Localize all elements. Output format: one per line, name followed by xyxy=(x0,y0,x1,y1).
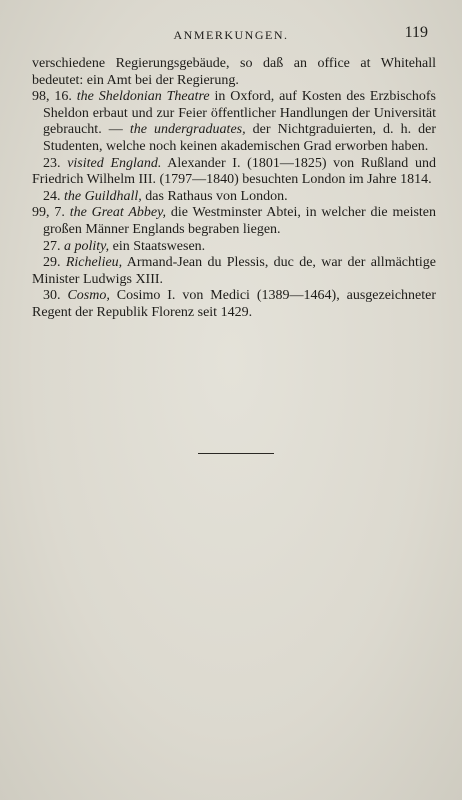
page-header xyxy=(0,24,462,44)
note-ref: 98, 16. xyxy=(32,89,72,105)
note-term: Cosmo, xyxy=(67,288,110,304)
note-30 xyxy=(32,288,436,321)
note-23 xyxy=(32,156,436,189)
note-text: Cosimo I. von Medici (1389—1464), ausgezeichneter Regent der Republik Florenz seit 1429. xyxy=(32,288,437,320)
note-text: ein Staatswesen. xyxy=(109,238,206,254)
note-text: Alexander I. (1801—1825) von Rußland und Friedrich Wilhelm III. (1797—1840) besuchten London im Jahre 1814. xyxy=(32,155,436,188)
note-text: der Nichtgraduierten, d. h. der Studenten, welche noch keinen akademischen Grad erworben haben. xyxy=(43,122,436,154)
note-ref: 29. xyxy=(43,255,61,271)
note-text: Armand-Jean du Plessis, duc de, war der allmächtige Minister Ludwigs XIII. xyxy=(32,255,437,287)
note-term: Richelieu, xyxy=(65,255,123,271)
notes-body xyxy=(32,56,436,322)
note-text: die Westminster Abtei, in welcher die meisten großen Männer Englands begraben liegen. xyxy=(43,205,437,237)
note-29 xyxy=(32,255,436,288)
note-ref: 30. xyxy=(43,288,61,304)
note-99-7 xyxy=(32,205,436,238)
note-ref: 27. xyxy=(43,238,61,254)
note-ref: 23. xyxy=(43,155,61,171)
note-continuation xyxy=(32,56,436,89)
note-text: verschiedene Regierungsgebäude, so daß an office at Whitehall bedeutet: ein Amt bei der Regierung. xyxy=(32,56,436,88)
note-term: the Sheldonian Theatre xyxy=(76,89,210,105)
note-text: in Oxford, auf Kosten des Erzbischofs Sheldon erbaut und zur Feier öffentlicher Handlungen der Universität gebraucht. — xyxy=(43,89,436,138)
note-27 xyxy=(32,239,436,256)
note-term: the undergraduates, xyxy=(129,122,246,138)
note-24 xyxy=(32,189,436,206)
note-term: a polity, xyxy=(64,238,110,254)
end-rule xyxy=(198,453,274,454)
note-ref: 99, 7. xyxy=(32,205,65,221)
running-head: ANMERKUNGEN. xyxy=(173,28,289,42)
page-number: 119 xyxy=(404,24,428,41)
note-term: the Great Abbey, xyxy=(69,205,167,221)
note-ref: 24. xyxy=(43,188,61,204)
note-term: visited England. xyxy=(67,155,162,171)
note-text: das Rathaus von London. xyxy=(141,188,288,204)
note-98-16 xyxy=(32,89,436,155)
note-term: the Guildhall, xyxy=(64,188,142,204)
